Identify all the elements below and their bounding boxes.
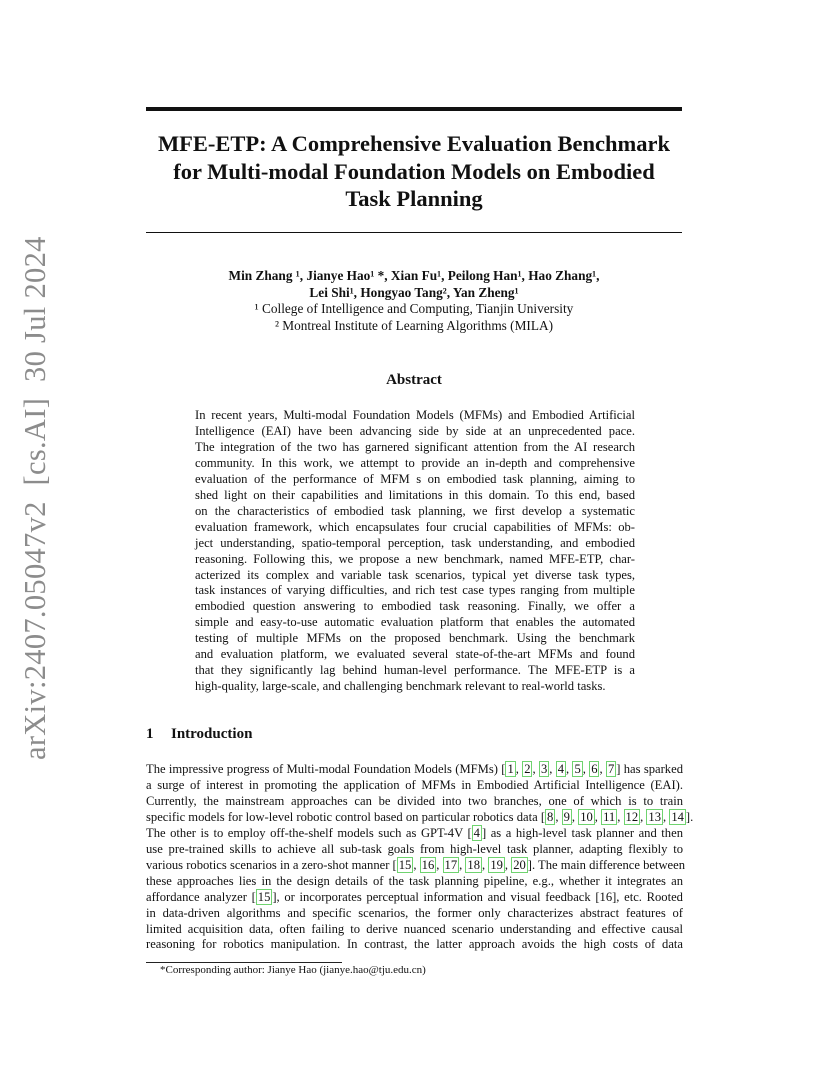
abstract-line: ject understanding, spatio-temporal perception, task understanding, and embodied — [195, 535, 635, 550]
citation-link[interactable]: 7 — [607, 762, 615, 776]
abstract-line: Intelligence (EAI) have been advancing side by side at an unprecedented pace. — [195, 423, 635, 438]
abstract-line: acterized its complex and variable task scenarios, typical yet diverse task types, — [195, 567, 635, 582]
affiliation-1: ¹ College of Intelligence and Computing, Tianjin University — [254, 301, 574, 316]
arxiv-side-stamp: arXiv:2407.05047v2 [cs.AI] 30 Jul 2024 — [18, 236, 52, 760]
intro-line: The impressive progress of Multi-modal Foundation Models (MFMs) [ 1 , 2 , 3 , 4 , 5 , 6 , 7 ] has sparked — [146, 762, 683, 776]
author-block — [146, 268, 682, 334]
footnote-rule — [146, 962, 342, 963]
citation-link[interactable]: 12 — [625, 809, 639, 824]
citation-link[interactable]: 13 — [648, 809, 662, 824]
author-names-line-2: Lei Shi¹, Hongyao Tang², Yan Zheng¹ — [309, 284, 519, 300]
citation-link[interactable]: 6 — [591, 762, 598, 776]
introduction-body — [146, 762, 694, 953]
abstract-line: evaluation of the performance of MFM s on embodied task planning, aiming to — [195, 471, 635, 486]
intro-line: in data-driven algorithms and specific scenarios, the former only characterizes abstract features of — [146, 905, 683, 920]
intro-line: reasoning for robotics manipulation. In contrast, the latter approach avoids the high costs of data — [146, 937, 683, 952]
abstract-line: simple and easy-to-use automatic evaluation platform that enables the automated — [195, 615, 635, 630]
abstract-line: that they significantly lag behind human-level performance. The MFE-ETP is a — [195, 663, 635, 678]
abstract-heading: Abstract — [386, 372, 442, 388]
intro-line: The other is to employ off-the-shelf models such as GPT-4V [ 4 ] as a high-level task planner and then — [146, 825, 683, 840]
abstract-line: evaluation framework, which encapsulates four crucial capabilities of MFMs: ob- — [195, 519, 635, 534]
footnote-corresponding-author: *Corresponding author: Jianye Hao (jianye.hao@tju.edu.cn) — [160, 964, 426, 976]
author-names-line-1: Min Zhang ¹, Jianye Hao¹ *, Xian Fu¹, Peilong Han¹, Hao Zhang¹, — [228, 268, 600, 283]
citation-link[interactable]: 10 — [580, 809, 593, 824]
intro-line: use pre-trained skills to achieve all sub-task goals from high-level task planner, adapting flexibly to — [146, 841, 683, 856]
intro-line: limited acquisition data, often failing to derive nuanced scenario understanding and effective causal — [146, 921, 683, 936]
intro-line: these approaches lies in the design details of the task planning pipeline, e.g., whether it integrates an — [146, 873, 683, 888]
abstract-line: The integration of the two has garnered significant attention from the AI research — [195, 439, 635, 454]
paper-title — [146, 130, 682, 213]
abstract-line: embodied question answering to embodied task reasoning. Finally, we offer a — [195, 599, 635, 614]
abstract-line: community. In this work, we attempt to provide an in-depth and comprehensive — [195, 455, 635, 470]
section-title: Introduction — [171, 726, 253, 742]
citation-link[interactable]: 16 — [421, 857, 435, 872]
title-rule-top — [146, 107, 682, 111]
citation-link[interactable]: 9 — [563, 809, 570, 824]
citation-link[interactable]: 17 — [444, 857, 458, 872]
citation-link[interactable]: 15 — [398, 857, 412, 872]
intro-line: specific models for low-level robotic control based on particular robotics data [ 8 , 9 , 10 , 11 , 12 , 13 , 14 ]. — [146, 809, 694, 824]
intro-line: affordance analyzer [ 15 ], or incorporates perceptual information and visual feedback [16], etc. Rooted — [146, 889, 683, 904]
intro-line: various robotics scenarios in a zero-shot manner [ 15 , 16 , 17 , 18 , 19 , 20 ]. The main difference between — [146, 857, 686, 872]
abstract-line: high-quality, large-scale, and challenging benchmark relevant to real-world tasks. — [195, 679, 606, 694]
citation-link[interactable]: 15 — [257, 889, 271, 904]
title-line: Task Planning — [345, 186, 483, 211]
title-rule-bottom — [146, 232, 682, 233]
intro-line: a surge of interest in promoting the application of MFMs in Embodied Artificial Intelligence (EAI). — [146, 777, 683, 792]
affiliation-2: ² Montreal Institute of Learning Algorithms (MILA) — [275, 317, 553, 333]
citation-link[interactable]: 20 — [513, 857, 526, 872]
abstract-line: task instances of varying difficulties, and rich test case types ranging from multiple — [195, 583, 635, 598]
title-line: for Multi-modal Foundation Models on Embodied — [173, 158, 655, 184]
section-heading-introduction — [146, 726, 252, 743]
citation-link[interactable]: 3 — [540, 762, 548, 776]
citation-link[interactable]: 14 — [671, 809, 684, 824]
intro-line: Currently, the mainstream approaches can be divided into two branches, one of which is to train — [146, 793, 683, 808]
citation-link[interactable]: 4 — [557, 762, 564, 776]
abstract-line: In recent years, Multi-modal Foundation Models (MFMs) and Embodied Artificial — [195, 408, 635, 422]
citation-link[interactable]: 19 — [490, 857, 503, 872]
abstract-line: reasoning. Following this, we propose a new benchmark, named MFE-ETP, char- — [195, 551, 635, 566]
abstract-line: shed light on their capabilities and limitations in this domain. To this end, based — [195, 487, 635, 502]
section-number: 1 — [146, 726, 154, 742]
citation-link[interactable]: 2 — [524, 762, 531, 776]
citation-link[interactable]: 11 — [603, 809, 616, 824]
abstract-body — [195, 408, 635, 695]
abstract-line: and evaluation platform, we evaluated several state-of-the-art MFMs and found — [195, 647, 635, 662]
abstract-line: on the characteristics of embodied task planning, we first develop a systematic — [195, 503, 635, 518]
citation-link[interactable]: 18 — [467, 857, 481, 872]
citation-link[interactable]: 4 — [473, 825, 480, 840]
citation-link[interactable]: 1 — [507, 762, 514, 776]
citation-link[interactable]: 8 — [547, 809, 554, 824]
abstract-line: testing of multiple MFMs on the proposed benchmark. Using the benchmark — [195, 631, 635, 646]
title-line: MFE-ETP: A Comprehensive Evaluation Benchmark — [157, 131, 671, 156]
citation-link[interactable]: 5 — [574, 762, 581, 776]
